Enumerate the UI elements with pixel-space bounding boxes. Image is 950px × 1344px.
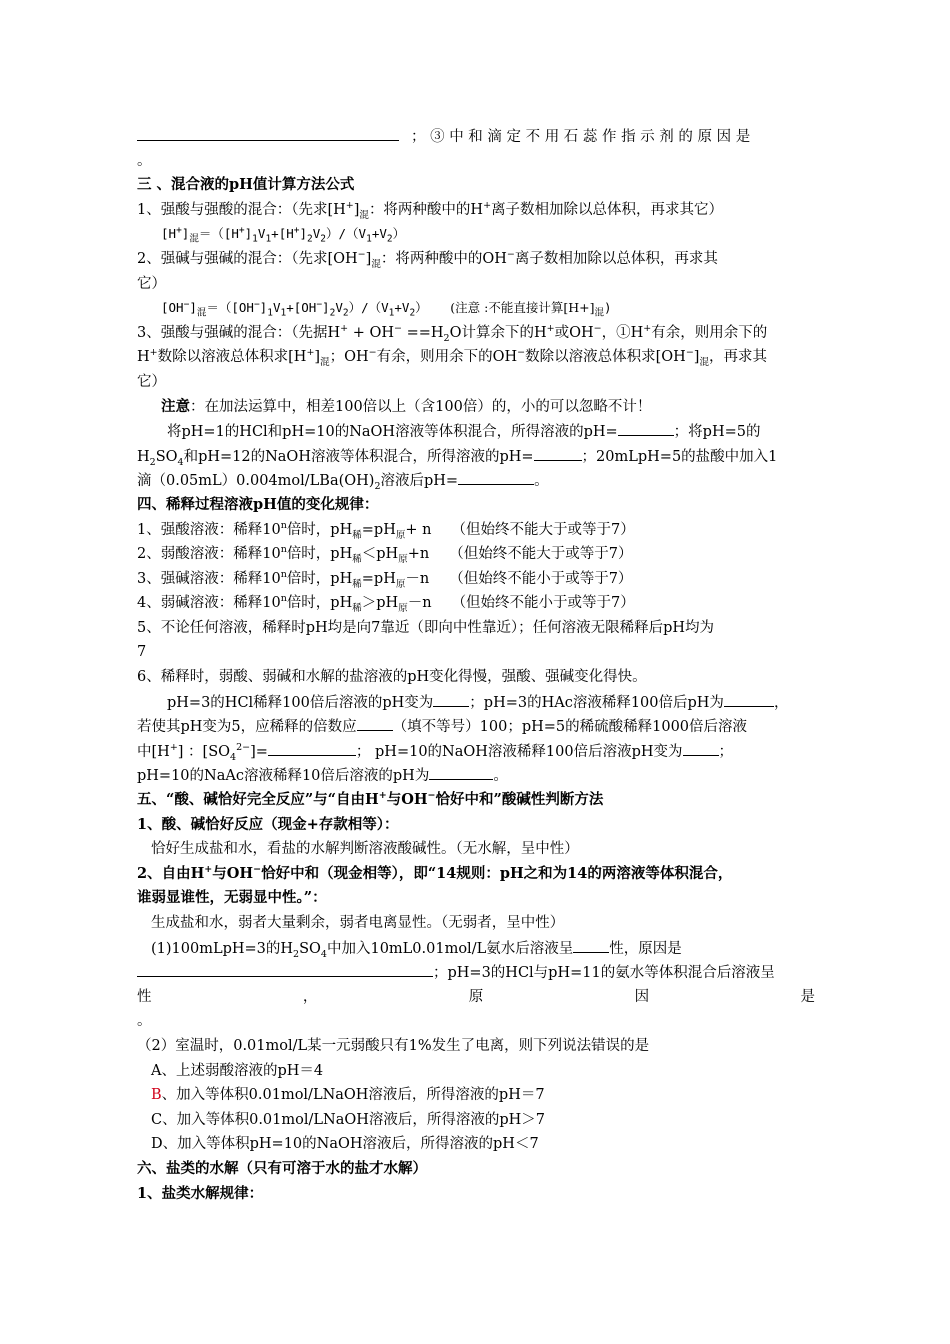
rule-3-3-end: 它） xyxy=(137,373,166,390)
exercise-4-line4: pH=10的NaAc溶液稀释10倍后溶液的pH为 。 xyxy=(137,763,815,788)
answer-blank xyxy=(618,419,674,436)
litmus-question-text: ；③中和滴定不用石蕊作指示剂的原因是 xyxy=(411,129,755,145)
rule-3-3: 3、强酸与强碱的混合：（先据$H^+ + OH^- ==H_2O$计算余下的H+或OH−，①H+有余，则用余下的 xyxy=(137,322,768,344)
section-3-heading: 三 、混合液的pH值计算方法公式 xyxy=(137,176,355,194)
question-1-line3: 性 ， 原 因 是 xyxy=(137,988,815,1005)
question-1-end: 。 xyxy=(137,1013,152,1030)
subsection-5-1: 1、酸、碱恰好反应（现金+存款相等）： xyxy=(137,815,399,833)
exercise-4-line1: pH=3的HCl稀释100倍后溶液的pH变为 ；pH=3的HAc溶液稀释100倍后pH为 ， xyxy=(137,690,815,715)
rule-3-3-cont: H+数除以溶液总体积求$[H^+]_混$；OH−有余，则用余下的OH−数除以溶液总体积求$[OH^-]_混$，再求其 xyxy=(137,347,767,369)
answer-blank xyxy=(357,714,393,731)
dilution-rule-2: 2、弱酸溶液：稀释10$^n$倍时，$pH_稀<pH_原+n$ （但始终不能大于或等于7） xyxy=(137,544,633,565)
question-1-line2: ；pH=3的HCl与pH=11的氨水等体积混合后溶液呈 xyxy=(137,960,815,985)
answer-blank xyxy=(534,444,582,461)
answer-blank xyxy=(458,468,534,485)
answer-blank xyxy=(573,936,609,953)
formula-h-mix: $[H^+]_混=([H^+]_1V_1+[H^+]_2V_2)/(V_1+V_2)$ xyxy=(161,225,406,245)
formula-oh-mix: $[OH^-]_混=([OH^-]_1V_1+[OH^-]_2V_2)/(V_1+V_2)$ (注意 :不能直接计算$[H+]_混$) xyxy=(161,299,612,319)
period-line: 。 xyxy=(137,152,152,169)
option-d: D、加入等体积pH=10的NaOH溶液后，所得溶液的pH＜7 xyxy=(151,1136,539,1153)
option-a: A、上述弱酸溶液的pH＝4 xyxy=(151,1062,324,1079)
subsection-5-2: 2、自由H+与OH−恰好中和（现金相等），即“14规则：pH之和为14的两溶液等体积混合， xyxy=(137,863,733,882)
dilution-rule-1: 1、强酸溶液：稀释10$^n$倍时，$pH_稀=pH_原+ n$ （但始终不能大于或等于7） xyxy=(137,519,635,541)
option-b: B、加入等体积0.01mol/LNaOH溶液后，所得溶液的pH＝7 xyxy=(151,1087,545,1104)
answer-blank xyxy=(137,960,433,977)
option-c: C、加入等体积0.01mol/LNaOH溶液后，所得溶液的pH＞7 xyxy=(151,1111,546,1128)
exercise-4-line3: 中[H+] ：$[SO_4^{2-}]=$ ； pH=10的NaOH溶液稀释100倍后溶液pH变为 ； xyxy=(137,739,815,764)
answer-blank xyxy=(433,690,469,707)
subsection-5-2-cont: 谁弱显谁性，无弱显中性。”： xyxy=(137,889,327,907)
section-4-heading: 四、稀释过程溶液pH值的变化规律： xyxy=(137,495,379,513)
exercise-3-line2: $H_2SO_4$和pH=12的NaOH溶液等体积混合，所得溶液的pH= ；20mLpH=5的盐酸中加入1 xyxy=(137,444,815,469)
answer-blank xyxy=(429,763,493,780)
question-2: （2）室温时，0.01mol/L某一元弱酸只有1%发生了电离，则下列说法错误的是 xyxy=(137,1037,650,1054)
dilution-rule-6: 6、稀释时，弱酸、弱碱和水解的盐溶液的pH变化得慢，强酸、强碱变化得快。 xyxy=(137,669,647,686)
answer-blank xyxy=(683,739,719,756)
dilution-rule-4: 4、弱碱溶液：稀释10$^n$倍时，$pH_稀>pH_原-n$ （但始终不能小于或等于7） xyxy=(137,593,635,615)
rule-3-1: 1、强酸与强酸的混合：（先求$[H^+]_混$：将两种酸中的H+离子数相加除以总体积，再求其它） xyxy=(137,199,724,221)
subsection-5-1-text: 恰好生成盐和水，看盐的水解判断溶液酸碱性。（无水解，呈中性） xyxy=(151,841,579,858)
dilution-rule-5: 5、不论任何溶液，稀释时pH均是向7靠近（即向中性靠近）；任何溶液无限稀释后pH均为 xyxy=(137,619,715,636)
document-body xyxy=(137,124,815,1206)
dilution-rule-3: 3、强碱溶液：稀释10$^n$倍时，$pH_稀=pH_原-n$ （但始终不能小于或等于7） xyxy=(137,568,633,590)
section-5-heading: 五、“酸、碱恰好完全反应”与“自由H+与OH−恰好中和”酸碱性判断方法 xyxy=(137,790,604,809)
subsection-6-1: 1、盐类水解规律： xyxy=(137,1184,264,1202)
option-b-letter: B xyxy=(151,1087,162,1104)
dilution-rule-5-cont: 7 xyxy=(137,644,147,661)
question-1-line1: (1)100mLpH=3的$H_2SO_4$中加入10mL0.01mol/L氨水后溶液呈 性，原因是 xyxy=(137,936,815,961)
exercise-3-line1: 将pH=1的HCl和pH=10的NaOH溶液等体积混合，所得溶液的pH= ；将pH=5的 xyxy=(137,419,815,444)
note-line: 注意：在加法运算中，相差100倍以上（含100倍）的，小的可以忽略不计！ xyxy=(161,397,652,415)
section-6-heading: 六、盐类的水解（只有可溶于水的盐才水解） xyxy=(137,1159,427,1177)
exercise-4-line2: 若使其pH变为5，应稀释的倍数应 （填不等号）100；pH=5的稀硫酸稀释1000倍后溶液 xyxy=(137,714,815,739)
answer-blank xyxy=(137,124,399,141)
exercise-3-line3: 滴$(0.05mL)0.004mol/LBa(OH)_2$溶液后pH= 。 xyxy=(137,468,815,493)
subsection-5-2-text: 生成盐和水，弱者大量剩余，弱者电离显性。（无弱者，呈中性） xyxy=(151,915,565,931)
answer-blank xyxy=(268,739,356,756)
rule-3-2: 2、强碱与强碱的混合：（先求$[OH^-]_混$：将两种酸中的OH−离子数相加除以总体积，再求其 xyxy=(137,249,718,270)
rule-3-2-cont: 它） xyxy=(137,275,166,292)
answer-blank xyxy=(724,690,774,707)
continued-line xyxy=(137,124,815,149)
